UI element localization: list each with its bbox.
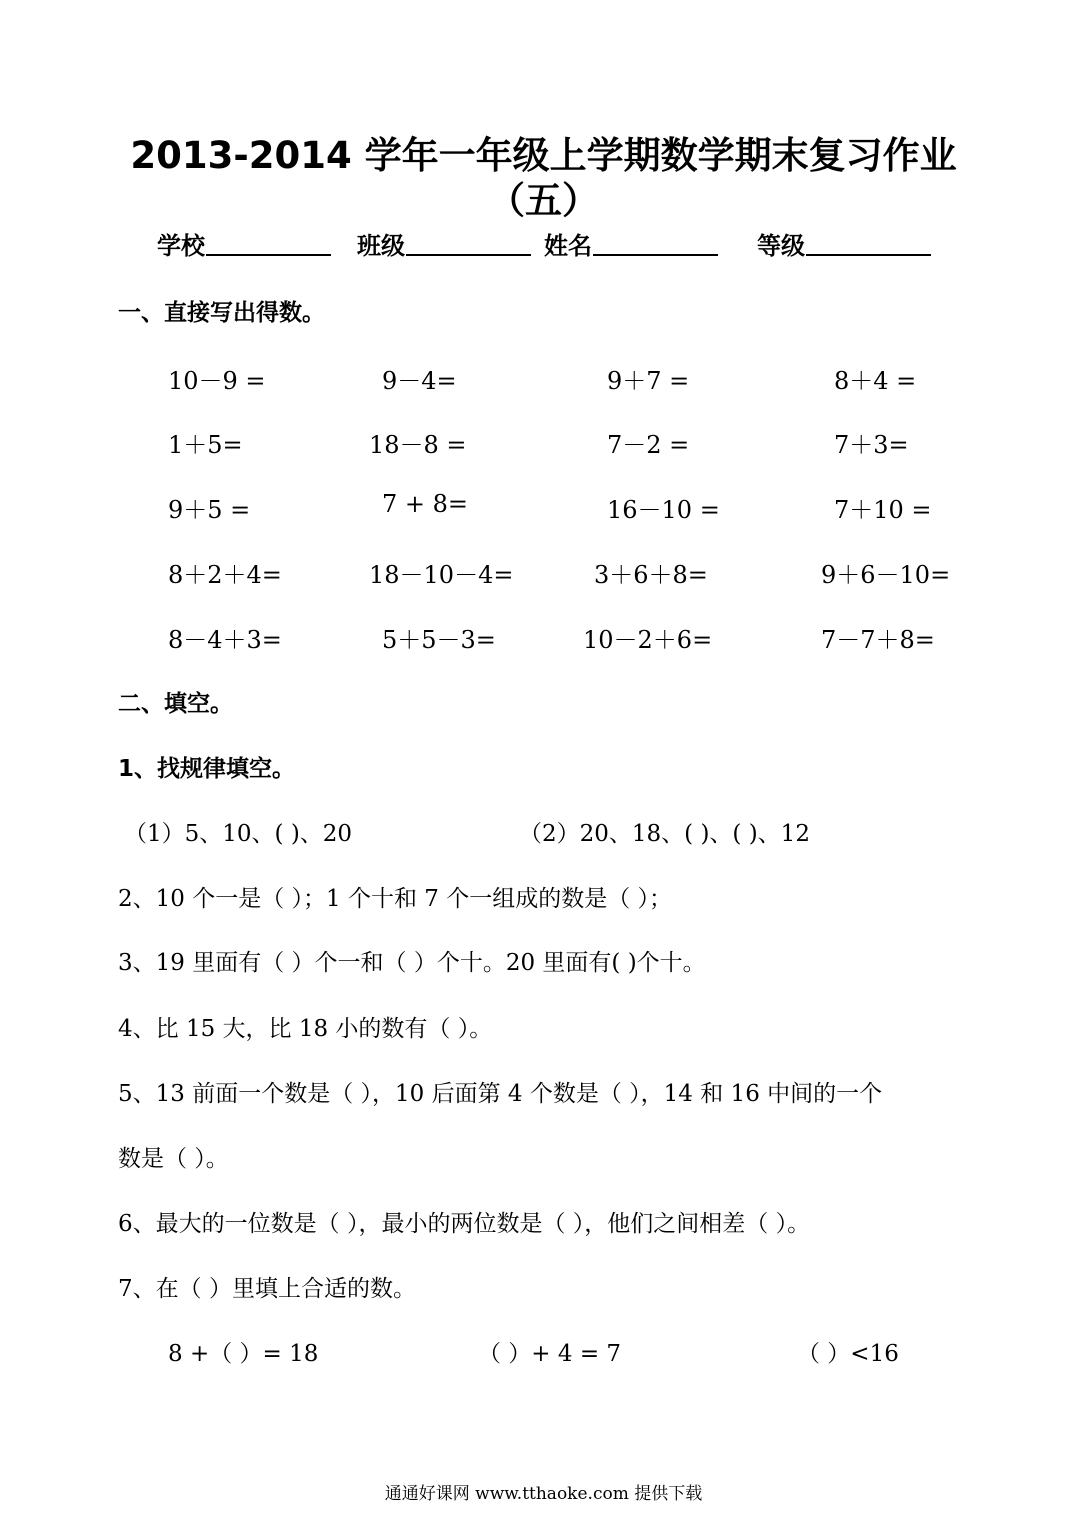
exercise-item: 7－2 = [607,431,690,459]
exercise-item: 8＋4 = [834,367,917,395]
school-blank[interactable] [206,254,331,256]
grade-label: 等级 [757,232,805,260]
question-4: 4、比 15 大，比 18 小的数有（ ）。 [118,1016,493,1042]
question-1-part-1: （1）5、10、( )、20 [124,821,353,847]
question-7-item: 8 +（ ）= 18 [168,1341,319,1367]
class-label: 班级 [357,232,405,260]
exercise-item: 7＋10 = [834,496,932,524]
exercise-item: 10－9 = [168,367,266,395]
exercise-item: 7＋3= [834,431,909,459]
question-7-item: （ ）+ 4 = 7 [478,1341,622,1367]
exercise-item: 8－4＋3= [168,626,282,654]
exercise-item: 1＋5= [168,431,243,459]
question-1-part-2: （2）20、18、( )、( )、12 [519,821,810,847]
exercise-item: 7 + 8= [382,490,469,518]
exercise-item: 7－7＋8= [821,626,935,654]
exercise-item: 9－4= [382,367,457,395]
grade-blank[interactable] [806,254,931,256]
class-blank[interactable] [406,254,531,256]
footer-credit: 通通好课网 www.tthaoke.com 提供下载 [384,1484,703,1504]
page-subtitle: （五） [488,179,599,222]
section2-title: 二、填空。 [118,691,233,717]
question-1-title: 1、找规律填空。 [118,756,296,782]
question-7-title: 7、在（ ）里填上合适的数。 [118,1276,416,1302]
question-2: 2、10 个一是（ ）；1 个十和 7 个一组成的数是（ ）； [118,886,673,912]
section1-title: 一、直接写出得数。 [118,300,325,326]
exercise-item: 9＋5 = [168,496,251,524]
school-label: 学校 [157,232,205,260]
exercise-item: 18－8 = [369,431,467,459]
name-label: 姓名 [544,232,592,260]
exercise-item: 16－10 = [607,496,720,524]
question-3: 3、19 里面有（ ）个一和（ ）个十。20 里面有( )个十。 [118,950,706,976]
exercise-item: 8＋2＋4= [168,561,282,589]
exercise-item: 10－2＋6= [583,626,713,654]
question-7-item: （ ）<16 [797,1341,899,1367]
exercise-item: 18－10－4= [369,561,514,589]
exercise-item: 9＋6－10= [821,561,951,589]
question-5-line-1: 5、13 前面一个数是（ ），10 后面第 4 个数是（ ），14 和 16 中间的一个 [118,1081,883,1107]
exercise-item: 9＋7 = [607,367,690,395]
name-blank[interactable] [593,254,718,256]
exercise-item: 3＋6＋8= [594,561,708,589]
question-6: 6、最大的一位数是（ ），最小的两位数是（ ），他们之间相差（ ）。 [118,1211,811,1237]
page-title: 2013-2014 学年一年级上学期数学期末复习作业 [130,134,957,177]
question-5-line-2: 数是（ ）。 [118,1146,229,1172]
exercise-item: 5＋5－3= [382,626,496,654]
